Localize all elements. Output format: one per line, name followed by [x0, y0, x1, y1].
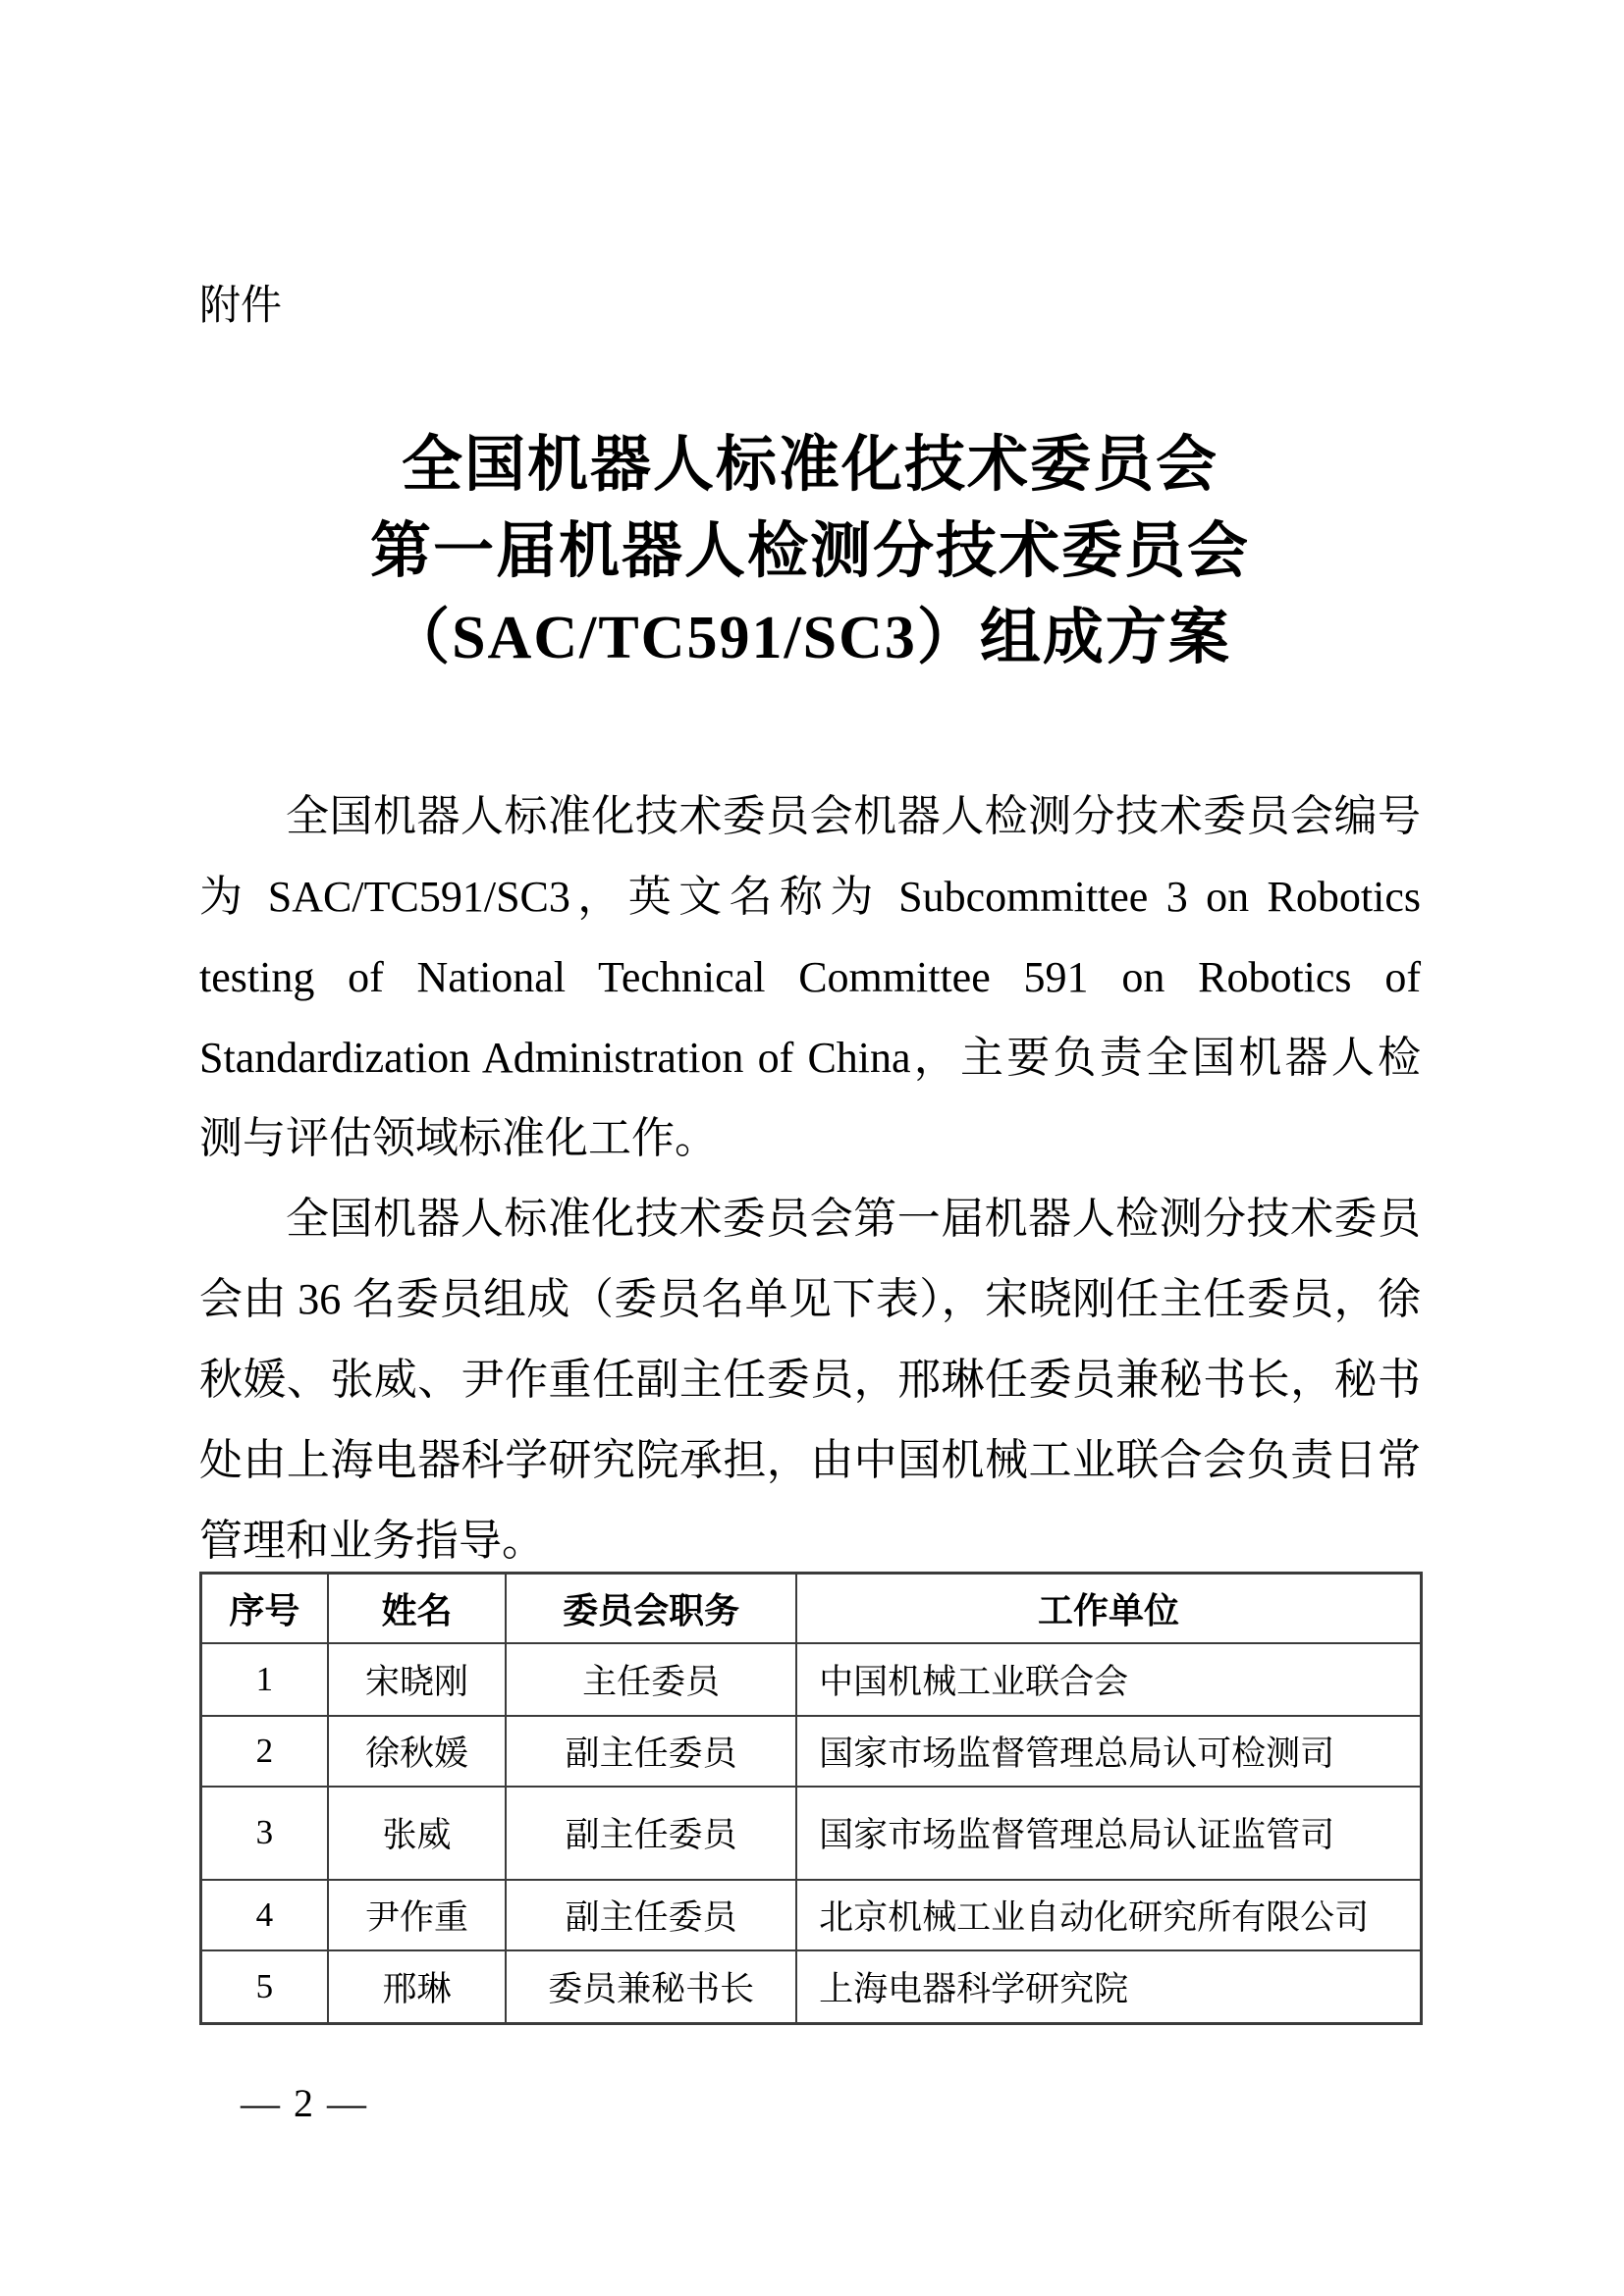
cell-position: 委员兼秘书长 [506, 1950, 796, 2024]
cell-name: 徐秋媛 [328, 1716, 506, 1787]
header-cell-index: 序号 [201, 1574, 328, 1643]
committee-members-table [199, 1572, 1423, 2025]
attachment-label: 附件 [199, 282, 283, 328]
title-line-3: （SAC/TC591/SC3）组成方案 [389, 605, 1231, 671]
cell-unit: 上海电器科学研究院 [796, 1950, 1421, 2024]
cell-index: 2 [201, 1716, 328, 1787]
title-line-2: 第一届机器人检测分技术委员会 [369, 518, 1250, 585]
header-cell-name: 姓名 [328, 1574, 506, 1643]
cell-index: 3 [201, 1787, 328, 1880]
paragraph2-line1: 全国机器人标准化技术委员会第一届机器人检测分技术委员 [286, 1195, 1421, 1243]
cell-index: 5 [201, 1950, 328, 2024]
title-line-1: 全国机器人标准化技术委员会 [401, 432, 1218, 499]
table-row [201, 1787, 1422, 1880]
header-cell-position: 委员会职务 [506, 1574, 796, 1643]
paragraph1-line4: Standardization Administration of China，主要负责全国机器人检 [199, 1034, 1421, 1082]
table-row [201, 1643, 1422, 1716]
cell-name: 邢琳 [328, 1950, 506, 2024]
cell-unit: 国家市场监督管理总局认可检测司 [796, 1716, 1421, 1787]
cell-position: 副主任委员 [506, 1716, 796, 1787]
paragraph1-line3: testing of National Technical Committee 591 on Robotics of [199, 953, 1421, 1001]
cell-name: 宋晓刚 [328, 1643, 506, 1716]
cell-unit: 北京机械工业自动化研究所有限公司 [796, 1880, 1421, 1950]
cell-name: 尹作重 [328, 1880, 506, 1950]
cell-index: 1 [201, 1643, 328, 1716]
paragraph1-line2: 为 SAC/TC591/SC3，英文名称为 Subcommittee 3 on Robotics [199, 873, 1421, 921]
cell-unit: 中国机械工业联合会 [796, 1643, 1421, 1716]
table-header-row [201, 1574, 1422, 1643]
cell-name: 张威 [328, 1787, 506, 1880]
document-title [199, 422, 1421, 681]
paragraph1-line1: 全国机器人标准化技术委员会机器人检测分技术委员会编号 [286, 792, 1421, 840]
paragraph2-line5: 管理和业务指导。 [199, 1517, 545, 1565]
table-row [201, 1950, 1422, 2024]
table-row [201, 1716, 1422, 1787]
cell-position: 主任委员 [506, 1643, 796, 1716]
paragraph2-line4: 处由上海电器科学研究院承担，由中国机械工业联合会负责日常 [199, 1436, 1421, 1484]
paragraph2-line3: 秋媛、张威、尹作重任副主任委员，邢琳任委员兼秘书长，秘书 [199, 1356, 1421, 1404]
header-cell-unit: 工作单位 [796, 1574, 1421, 1643]
paragraph2-line2: 会由 36 名委员组成（委员名单见下表），宋晓刚任主任委员，徐 [199, 1275, 1421, 1323]
cell-index: 4 [201, 1880, 328, 1950]
cell-unit: 国家市场监督管理总局认证监管司 [796, 1787, 1421, 1880]
body-text [199, 776, 1421, 1581]
cell-position: 副主任委员 [506, 1787, 796, 1880]
table-row [201, 1880, 1422, 1950]
page-number: — 2 — [241, 2081, 368, 2125]
cell-position: 副主任委员 [506, 1880, 796, 1950]
paragraph1-line5: 测与评估领域标准化工作。 [199, 1114, 718, 1162]
